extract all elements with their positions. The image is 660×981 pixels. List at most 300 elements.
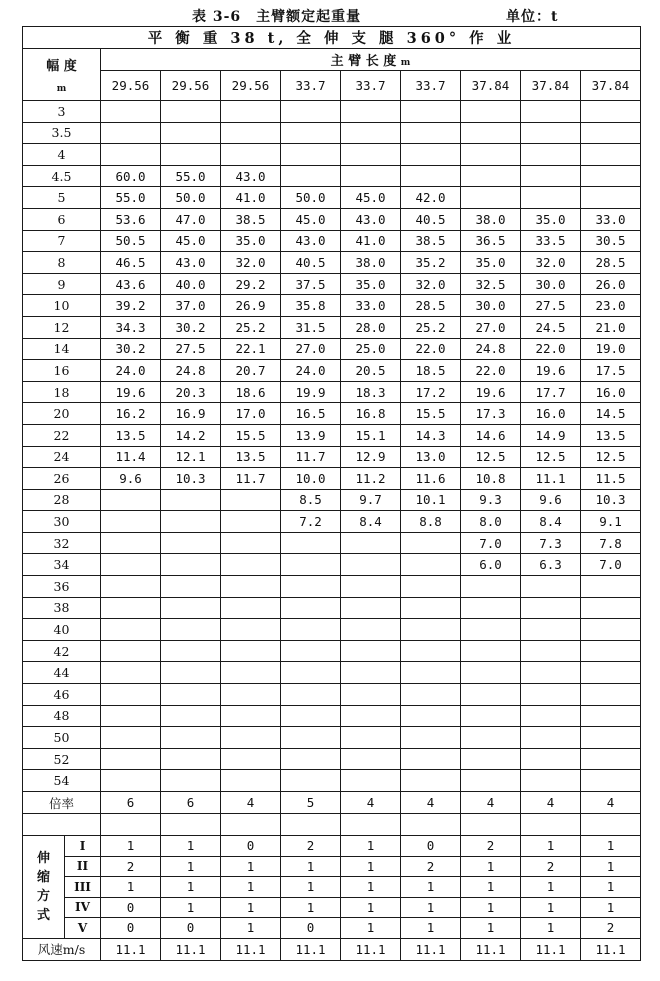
load-row [23, 208, 641, 230]
load-cell [101, 662, 161, 684]
load-cell: 22.0 [521, 338, 581, 360]
load-cell [281, 576, 341, 598]
header-row [23, 49, 641, 71]
table-caption [0, 6, 660, 26]
load-cell [461, 576, 521, 598]
telescoping-cell: 1 [101, 877, 161, 898]
load-cell [161, 576, 221, 598]
boom-length-cell: 37.84 [581, 71, 641, 101]
load-cell: 8.5 [281, 489, 341, 511]
load-cell [401, 597, 461, 619]
load-row [23, 619, 641, 641]
load-cell [401, 770, 461, 792]
load-cell [521, 101, 581, 123]
load-cell: 7.0 [581, 554, 641, 576]
telescoping-cell: 0 [221, 836, 281, 857]
load-cell [341, 532, 401, 554]
load-cell [461, 101, 521, 123]
load-cell [521, 748, 581, 770]
telescoping-cell: 2 [281, 836, 341, 857]
load-cell [401, 122, 461, 144]
telescoping-cell: 1 [521, 897, 581, 918]
load-row [23, 381, 641, 403]
load-cell [161, 770, 221, 792]
load-cell: 11.1 [521, 468, 581, 490]
load-row [23, 295, 641, 317]
telescoping-cell: 1 [401, 877, 461, 898]
load-cell [581, 597, 641, 619]
load-cell [161, 748, 221, 770]
radius-cell: 50 [23, 727, 101, 749]
telescoping-row [23, 836, 641, 857]
wind-speed-cell: 11.1 [521, 938, 581, 960]
table-caption-unit: 单位：t [506, 9, 559, 25]
telescoping-row [23, 856, 641, 877]
load-row [23, 468, 641, 490]
spacer-cell [221, 814, 281, 836]
load-cell [401, 165, 461, 187]
load-cell: 28.5 [581, 252, 641, 274]
load-cell: 43.0 [221, 165, 281, 187]
load-cell: 22.0 [401, 338, 461, 360]
telescoping-cell: 1 [341, 918, 401, 939]
load-cell: 35.8 [281, 295, 341, 317]
radius-cell: 18 [23, 381, 101, 403]
load-cell [281, 101, 341, 123]
telescoping-row [23, 877, 641, 898]
load-cell [461, 122, 521, 144]
load-row [23, 187, 641, 209]
radius-cell: 28 [23, 489, 101, 511]
load-cell: 30.5 [581, 230, 641, 252]
load-cell [161, 662, 221, 684]
telescoping-section-name: I [65, 836, 101, 857]
radius-cell: 40 [23, 619, 101, 641]
load-cell [221, 511, 281, 533]
reeving-cell: 6 [161, 792, 221, 814]
reeving-label: 倍率 [23, 792, 101, 814]
load-cell: 26.0 [581, 273, 641, 295]
load-cell: 24.0 [281, 360, 341, 382]
load-cell: 15.5 [401, 403, 461, 425]
spacer-cell [23, 814, 101, 836]
load-cell: 6.0 [461, 554, 521, 576]
load-cell: 21.0 [581, 316, 641, 338]
telescoping-cell: 1 [461, 918, 521, 939]
telescoping-cell: 2 [401, 856, 461, 877]
load-cell [401, 662, 461, 684]
boom-length-label: 主 臂 长 度 [330, 54, 397, 69]
wind-speed-cell: 11.1 [101, 938, 161, 960]
load-cell [581, 640, 641, 662]
spacer-cell [581, 814, 641, 836]
load-cell [161, 597, 221, 619]
load-row [23, 662, 641, 684]
load-cell [341, 165, 401, 187]
radius-cell: 14 [23, 338, 101, 360]
telescoping-row [23, 918, 641, 939]
radius-cell: 20 [23, 403, 101, 425]
reeving-cell: 4 [581, 792, 641, 814]
load-cell: 8.8 [401, 511, 461, 533]
load-cell: 12.5 [461, 446, 521, 468]
load-cell [161, 554, 221, 576]
telescoping-cell: 0 [401, 836, 461, 857]
load-cell: 27.0 [461, 316, 521, 338]
load-cell: 13.5 [581, 424, 641, 446]
load-cell: 14.2 [161, 424, 221, 446]
load-cell: 50.5 [101, 230, 161, 252]
load-cell [101, 748, 161, 770]
load-cell [521, 165, 581, 187]
radius-cell: 30 [23, 511, 101, 533]
load-cell [281, 684, 341, 706]
telescoping-cell: 1 [581, 877, 641, 898]
load-cell [521, 662, 581, 684]
load-cell: 23.0 [581, 295, 641, 317]
telescoping-cell: 0 [101, 918, 161, 939]
load-row [23, 684, 641, 706]
load-cell [281, 597, 341, 619]
telescoping-cell: 1 [281, 897, 341, 918]
load-cell [401, 640, 461, 662]
amplitude-label: 幅 度 [46, 59, 77, 74]
load-cell [161, 532, 221, 554]
telescoping-cell: 1 [281, 877, 341, 898]
load-cell: 10.8 [461, 468, 521, 490]
telescoping-cell: 2 [101, 856, 161, 877]
load-cell [101, 640, 161, 662]
load-cell: 50.0 [281, 187, 341, 209]
load-row [23, 230, 641, 252]
load-row [23, 532, 641, 554]
table-caption-title: 表 3-6 主臂额定起重量 [192, 9, 362, 25]
radius-cell: 36 [23, 576, 101, 598]
load-row [23, 338, 641, 360]
spacer-cell [341, 814, 401, 836]
load-row [23, 165, 641, 187]
load-cell: 16.2 [101, 403, 161, 425]
load-cell: 13.0 [401, 446, 461, 468]
amplitude-unit: m [56, 84, 67, 94]
load-row [23, 273, 641, 295]
load-row [23, 770, 641, 792]
load-cell [461, 144, 521, 166]
boom-length-header [101, 49, 641, 71]
load-cell: 7.0 [461, 532, 521, 554]
load-cell [581, 619, 641, 641]
radius-cell: 52 [23, 748, 101, 770]
load-cell [461, 727, 521, 749]
load-cell: 11.2 [341, 468, 401, 490]
load-cell: 20.3 [161, 381, 221, 403]
spacer-cell [101, 814, 161, 836]
load-cell: 47.0 [161, 208, 221, 230]
load-cell: 16.0 [581, 381, 641, 403]
load-cell: 14.6 [461, 424, 521, 446]
spacer-row [23, 814, 641, 836]
radius-cell: 16 [23, 360, 101, 382]
load-cell [221, 122, 281, 144]
rated-load-table [22, 26, 641, 961]
load-row [23, 511, 641, 533]
telescoping-cell: 0 [161, 918, 221, 939]
load-cell: 7.8 [581, 532, 641, 554]
load-cell: 35.0 [221, 230, 281, 252]
load-cell [401, 705, 461, 727]
telescoping-cell: 1 [341, 836, 401, 857]
load-cell: 7.2 [281, 511, 341, 533]
radius-cell: 12 [23, 316, 101, 338]
load-cell [521, 770, 581, 792]
load-cell [581, 122, 641, 144]
load-cell [401, 619, 461, 641]
load-cell: 27.5 [161, 338, 221, 360]
load-cell: 8.4 [521, 511, 581, 533]
load-cell [341, 576, 401, 598]
load-cell: 9.7 [341, 489, 401, 511]
load-cell [221, 748, 281, 770]
load-cell: 9.6 [521, 489, 581, 511]
load-cell: 35.0 [521, 208, 581, 230]
telescoping-cell: 1 [341, 877, 401, 898]
load-cell: 28.0 [341, 316, 401, 338]
load-cell [521, 576, 581, 598]
telescoping-cell: 1 [461, 856, 521, 877]
telescoping-cell: 1 [521, 918, 581, 939]
load-cell: 36.5 [461, 230, 521, 252]
radius-cell: 9 [23, 273, 101, 295]
load-cell: 37.5 [281, 273, 341, 295]
load-cell: 17.0 [221, 403, 281, 425]
load-cell: 24.8 [161, 360, 221, 382]
load-cell [101, 554, 161, 576]
load-cell: 43.0 [341, 208, 401, 230]
load-cell [101, 705, 161, 727]
load-cell: 24.0 [101, 360, 161, 382]
load-cell: 38.5 [401, 230, 461, 252]
amplitude-header [23, 49, 101, 101]
load-cell: 10.3 [581, 489, 641, 511]
load-cell [101, 576, 161, 598]
load-cell: 40.0 [161, 273, 221, 295]
wind-speed-cell: 11.1 [461, 938, 521, 960]
load-cell [281, 748, 341, 770]
load-cell: 40.5 [281, 252, 341, 274]
wind-speed-label [23, 938, 101, 960]
telescoping-cell: 0 [101, 897, 161, 918]
radius-cell: 22 [23, 424, 101, 446]
load-cell [161, 511, 221, 533]
load-cell [461, 770, 521, 792]
load-cell: 12.1 [161, 446, 221, 468]
load-cell: 20.7 [221, 360, 281, 382]
radius-cell: 6 [23, 208, 101, 230]
load-cell [281, 640, 341, 662]
load-cell [341, 619, 401, 641]
load-cell [581, 770, 641, 792]
load-cell: 13.5 [221, 446, 281, 468]
spacer-cell [281, 814, 341, 836]
load-cell: 13.9 [281, 424, 341, 446]
load-cell [341, 662, 401, 684]
boom-length-row [23, 71, 641, 101]
radius-cell: 5 [23, 187, 101, 209]
load-cell [281, 554, 341, 576]
load-row [23, 101, 641, 123]
load-cell [521, 727, 581, 749]
load-cell: 11.6 [401, 468, 461, 490]
load-cell: 43.6 [101, 273, 161, 295]
load-cell [521, 684, 581, 706]
telescoping-cell: 1 [461, 877, 521, 898]
reeving-cell: 4 [221, 792, 281, 814]
load-cell: 30.0 [461, 295, 521, 317]
wind-speed-cell: 11.1 [581, 938, 641, 960]
load-cell: 18.3 [341, 381, 401, 403]
wind-speed-cell: 11.1 [161, 938, 221, 960]
load-cell: 18.6 [221, 381, 281, 403]
load-cell: 9.6 [101, 468, 161, 490]
radius-cell: 48 [23, 705, 101, 727]
boom-length-cell: 33.7 [341, 71, 401, 101]
load-cell: 32.0 [401, 273, 461, 295]
load-cell [101, 122, 161, 144]
load-cell: 22.1 [221, 338, 281, 360]
load-cell: 19.6 [101, 381, 161, 403]
load-cell: 27.0 [281, 338, 341, 360]
load-cell [581, 662, 641, 684]
load-cell [281, 662, 341, 684]
load-cell [281, 144, 341, 166]
load-cell: 16.0 [521, 403, 581, 425]
radius-cell: 4.5 [23, 165, 101, 187]
load-cell: 14.9 [521, 424, 581, 446]
telescoping-cell: 1 [221, 897, 281, 918]
load-cell: 38.5 [221, 208, 281, 230]
telescoping-cell: 2 [581, 918, 641, 939]
load-cell: 24.5 [521, 316, 581, 338]
load-cell [221, 597, 281, 619]
load-cell: 17.5 [581, 360, 641, 382]
load-cell: 33.0 [581, 208, 641, 230]
load-cell: 41.0 [341, 230, 401, 252]
load-cell: 33.0 [341, 295, 401, 317]
wind-speed-cell: 11.1 [341, 938, 401, 960]
wind-speed-cell: 11.1 [281, 938, 341, 960]
wind-speed-row [23, 938, 641, 960]
load-cell [401, 684, 461, 706]
load-cell: 46.5 [101, 252, 161, 274]
load-cell [221, 705, 281, 727]
telescoping-cell: 1 [521, 877, 581, 898]
telescoping-section-name: V [65, 918, 101, 939]
load-cell [341, 554, 401, 576]
load-cell: 17.3 [461, 403, 521, 425]
load-cell [521, 122, 581, 144]
boom-length-cell: 33.7 [281, 71, 341, 101]
load-cell [461, 597, 521, 619]
load-cell [521, 597, 581, 619]
load-cell [161, 684, 221, 706]
load-cell [221, 619, 281, 641]
load-cell: 10.3 [161, 468, 221, 490]
load-cell [401, 554, 461, 576]
load-row [23, 424, 641, 446]
load-cell [281, 705, 341, 727]
load-cell [101, 101, 161, 123]
load-cell: 10.1 [401, 489, 461, 511]
telescoping-cell: 1 [581, 897, 641, 918]
load-cell: 30.2 [101, 338, 161, 360]
load-cell: 15.1 [341, 424, 401, 446]
load-cell: 14.5 [581, 403, 641, 425]
wind-speed-cell: 11.1 [401, 938, 461, 960]
radius-cell: 10 [23, 295, 101, 317]
wind-speed-unit: m/s [62, 942, 86, 957]
load-cell [581, 144, 641, 166]
load-cell: 35.2 [401, 252, 461, 274]
radius-cell: 3.5 [23, 122, 101, 144]
load-cell [221, 662, 281, 684]
load-cell: 30.0 [521, 273, 581, 295]
radius-cell: 4 [23, 144, 101, 166]
load-cell [101, 597, 161, 619]
radius-cell: 34 [23, 554, 101, 576]
radius-cell: 3 [23, 101, 101, 123]
load-cell [221, 489, 281, 511]
load-cell: 11.7 [221, 468, 281, 490]
load-cell [341, 122, 401, 144]
load-cell: 18.5 [401, 360, 461, 382]
load-cell [461, 684, 521, 706]
load-cell: 41.0 [221, 187, 281, 209]
load-cell: 45.0 [281, 208, 341, 230]
load-cell [221, 640, 281, 662]
load-row [23, 316, 641, 338]
load-cell: 53.6 [101, 208, 161, 230]
load-cell [341, 597, 401, 619]
load-cell [521, 619, 581, 641]
load-cell: 38.0 [461, 208, 521, 230]
load-row [23, 122, 641, 144]
load-row [23, 597, 641, 619]
load-cell: 26.9 [221, 295, 281, 317]
telescoping-cell: 0 [281, 918, 341, 939]
load-cell: 35.0 [341, 273, 401, 295]
load-cell [221, 727, 281, 749]
telescoping-cell: 2 [521, 856, 581, 877]
load-cell [401, 576, 461, 598]
load-cell: 19.6 [461, 381, 521, 403]
load-cell: 7.3 [521, 532, 581, 554]
load-cell [521, 705, 581, 727]
radius-cell: 26 [23, 468, 101, 490]
load-cell [101, 770, 161, 792]
load-cell [221, 576, 281, 598]
telescoping-cell: 1 [341, 897, 401, 918]
wind-speed-label-text: 风速 [37, 942, 63, 957]
radius-cell: 24 [23, 446, 101, 468]
load-cell [161, 705, 221, 727]
load-cell: 27.5 [521, 295, 581, 317]
load-cell [341, 684, 401, 706]
load-cell: 9.3 [461, 489, 521, 511]
load-cell: 45.0 [161, 230, 221, 252]
load-cell: 25.2 [221, 316, 281, 338]
boom-length-cell: 29.56 [221, 71, 281, 101]
load-cell: 43.0 [161, 252, 221, 274]
